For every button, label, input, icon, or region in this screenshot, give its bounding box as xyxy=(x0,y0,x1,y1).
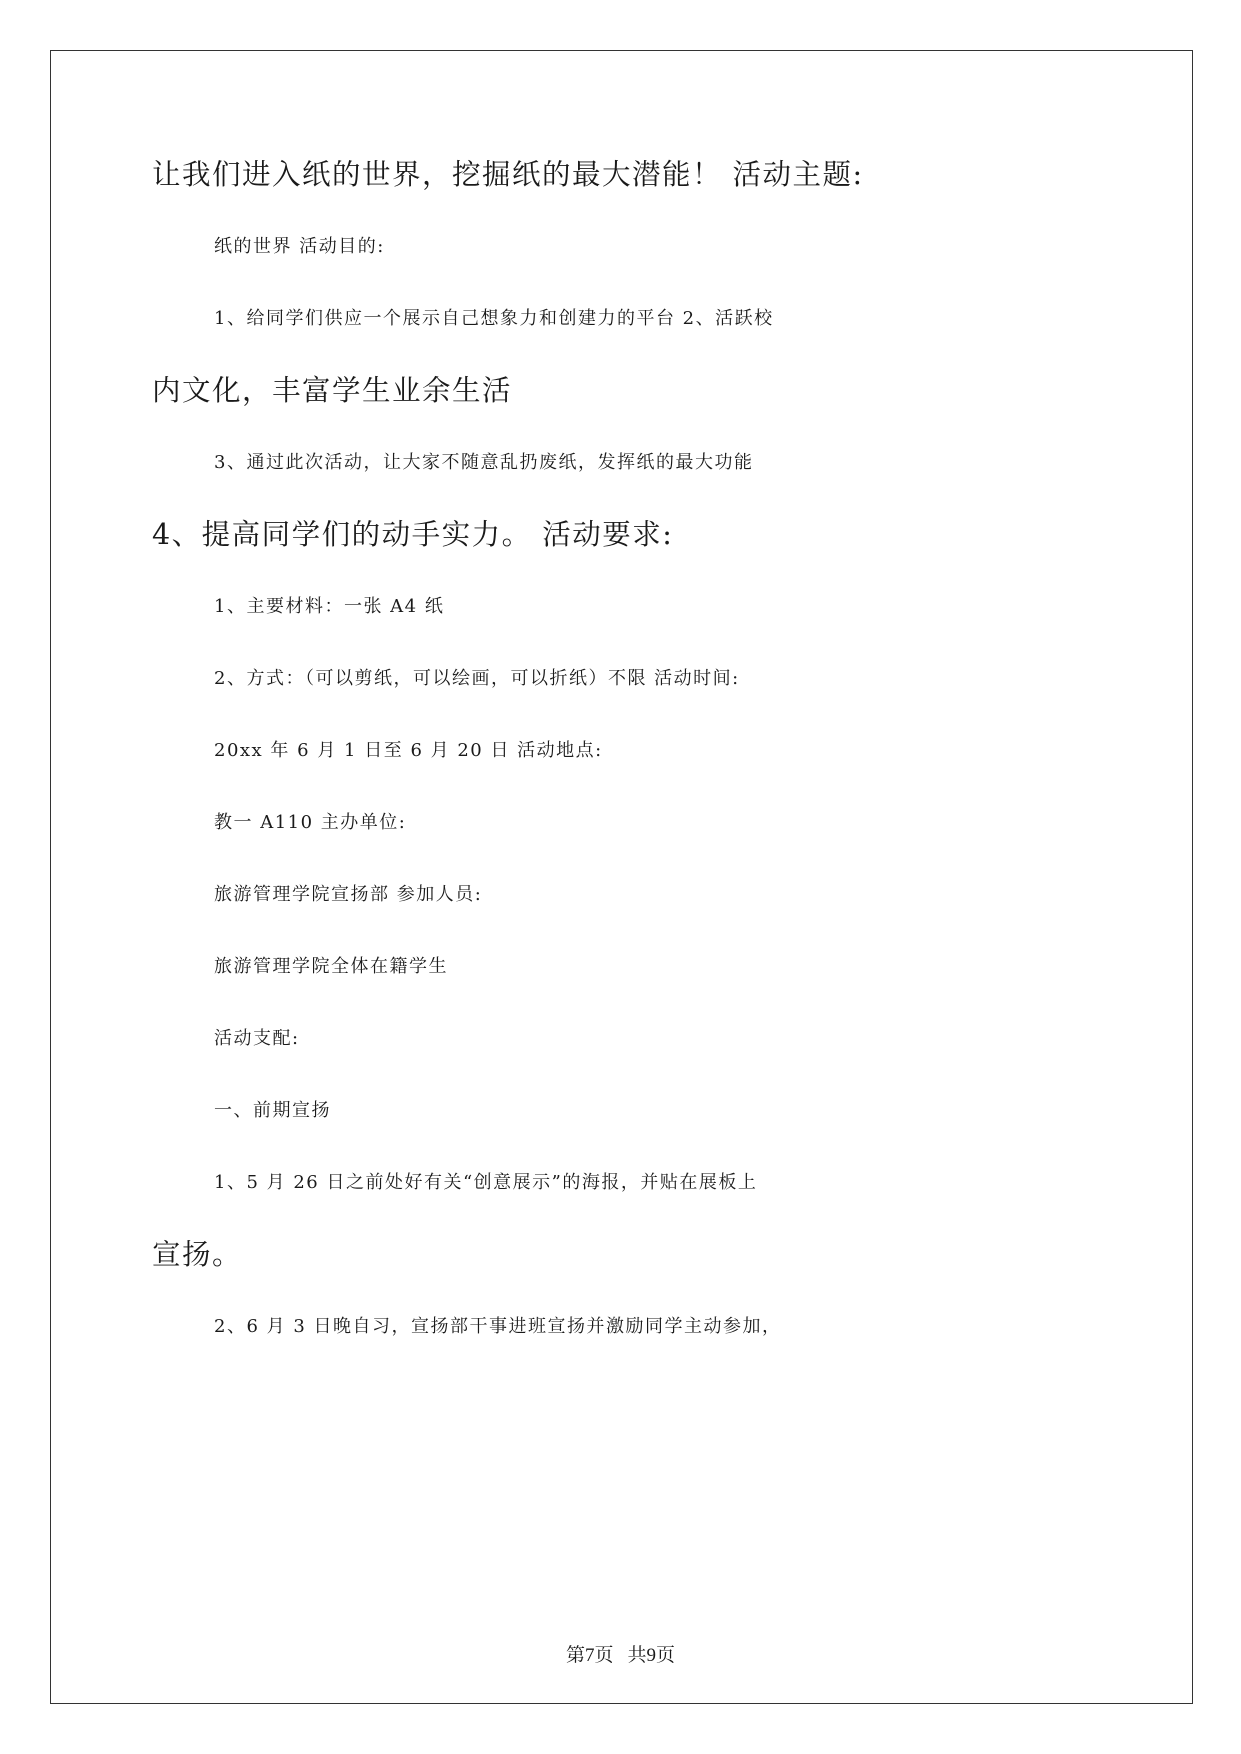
text-line-13: 活动支配: xyxy=(214,1028,300,1049)
text-line-2: 纸的世界 活动目的: xyxy=(214,236,385,257)
text-line-7: 1、主要材料：一张 A4 纸 xyxy=(214,596,445,617)
text-line-8: 2、方式：（可以剪纸，可以绘画，可以折纸）不限 活动时间: xyxy=(214,668,740,689)
text-line-6: 4、提高同学们的动手实力。 活动要求: xyxy=(152,518,674,551)
text-line-17: 2、6 月 3 日晚自习，宣扬部干事进班宣扬并激励同学主动参加， xyxy=(214,1316,782,1337)
page-total: 共9页 xyxy=(627,1645,676,1666)
text-line-16: 宣扬。 xyxy=(152,1238,243,1271)
text-line-9: 20xx 年 6 月 1 日至 6 月 20 日 活动地点: xyxy=(214,740,603,761)
page-footer xyxy=(0,1644,1241,1668)
text-line-11: 旅游管理学院宣扬部 参加人员: xyxy=(214,884,483,905)
text-line-5: 3、通过此次活动，让大家不随意乱扔废纸，发挥纸的最大功能 xyxy=(214,452,754,473)
text-line-1: 让我们进入纸的世界，挖掘纸的最大潜能！ 活动主题: xyxy=(152,158,864,191)
text-line-3: 1、给同学们供应一个展示自己想象力和创建力的平台 2、活跃校 xyxy=(214,308,774,329)
text-line-14: 一、前期宣扬 xyxy=(214,1100,331,1121)
text-line-15: 1、5 月 26 日之前处好有关“创意展示”的海报，并贴在展板上 xyxy=(214,1172,758,1193)
text-line-12: 旅游管理学院全体在籍学生 xyxy=(214,956,448,977)
text-line-10: 教一 A110 主办单位: xyxy=(214,812,407,833)
text-line-4: 内文化，丰富学生业余生活 xyxy=(152,374,513,407)
page-number: 第7页 xyxy=(565,1645,614,1666)
